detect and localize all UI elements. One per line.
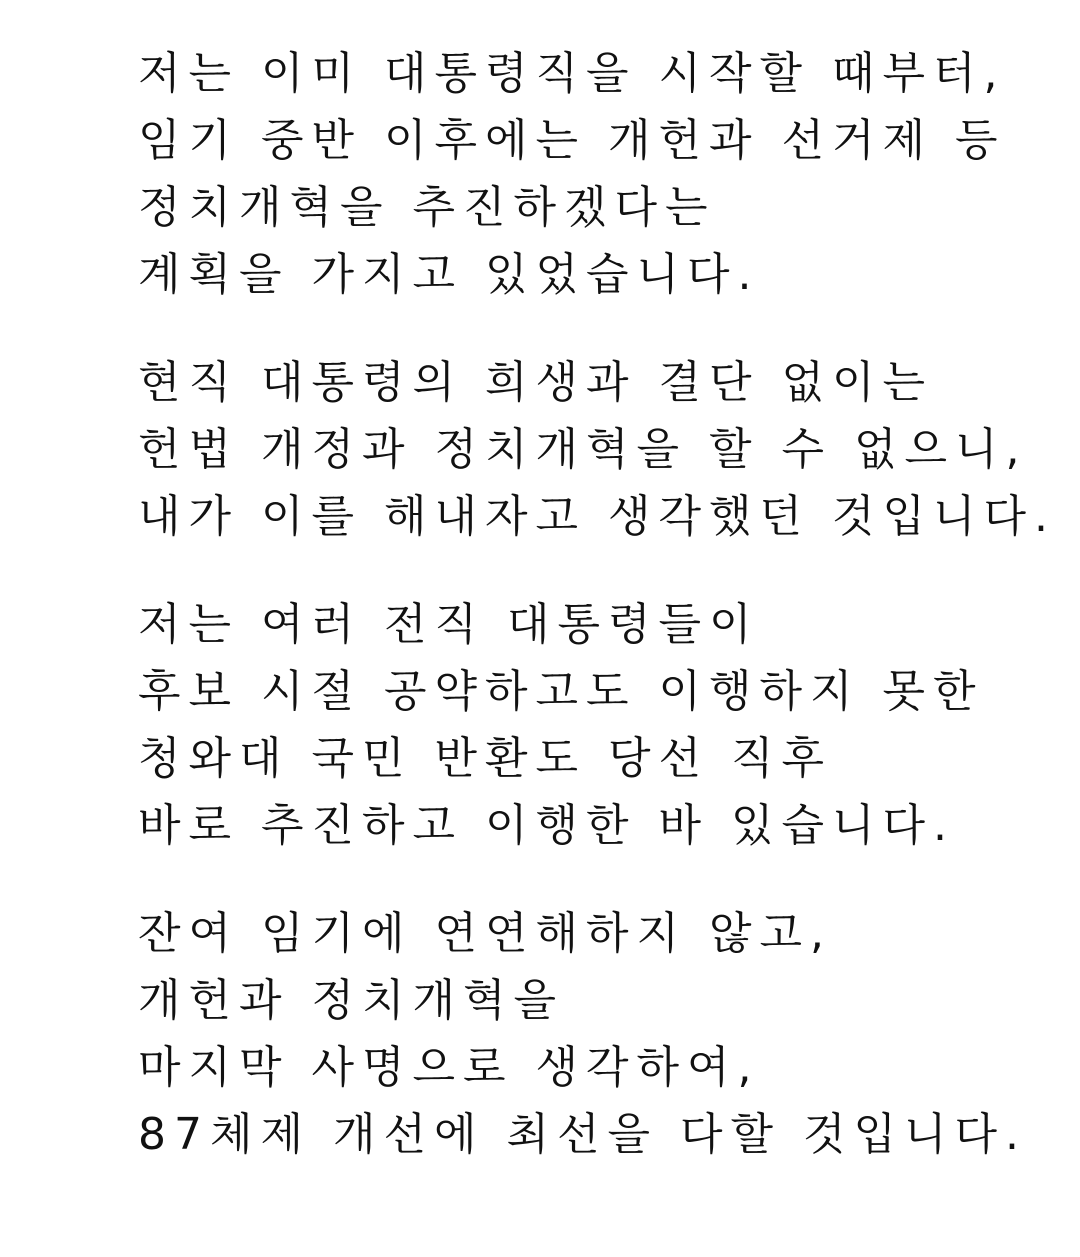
text-line: 청와대 국민 반환도 당선 직후 [138,733,832,784]
text-line: 87체제 개선에 최선을 다할 것입니다. [138,1109,1027,1160]
text-line: 개헌과 정치개혁을 [138,975,565,1026]
text-line: 헌법 개정과 정치개혁을 할 수 없으니, [138,424,1028,475]
text-line: 마지막 사명으로 생각하여, [138,1042,760,1093]
text-line: 바로 추진하고 이행한 바 있습니다. [138,800,955,851]
text-line: 저는 여러 전직 대통령들이 [138,599,760,650]
text-line: 현직 대통령의 희생과 결단 없이는 [138,357,933,408]
paragraph-2 [138,349,1056,550]
text-line: 잔여 임기에 연연해하지 않고, [138,908,832,959]
paragraph-3 [138,591,1038,859]
text-line: 저는 이미 대통령직을 시작할 때부터, [138,48,1006,99]
text-line: 내가 이를 해내자고 생각했던 것입니다. [138,491,1056,542]
paragraph-4 [138,900,1038,1168]
paragraph-1 [138,40,1038,308]
text-line: 계획을 가지고 있었습니다. [138,249,760,300]
statement-text [138,40,1056,1209]
text-line: 후보 시절 공약하고도 이행하지 못한 [138,666,984,717]
text-line: 정치개혁을 추진하겠다는 [138,182,716,233]
text-line: 임기 중반 이후에는 개헌과 선거제 등 [138,115,1006,166]
